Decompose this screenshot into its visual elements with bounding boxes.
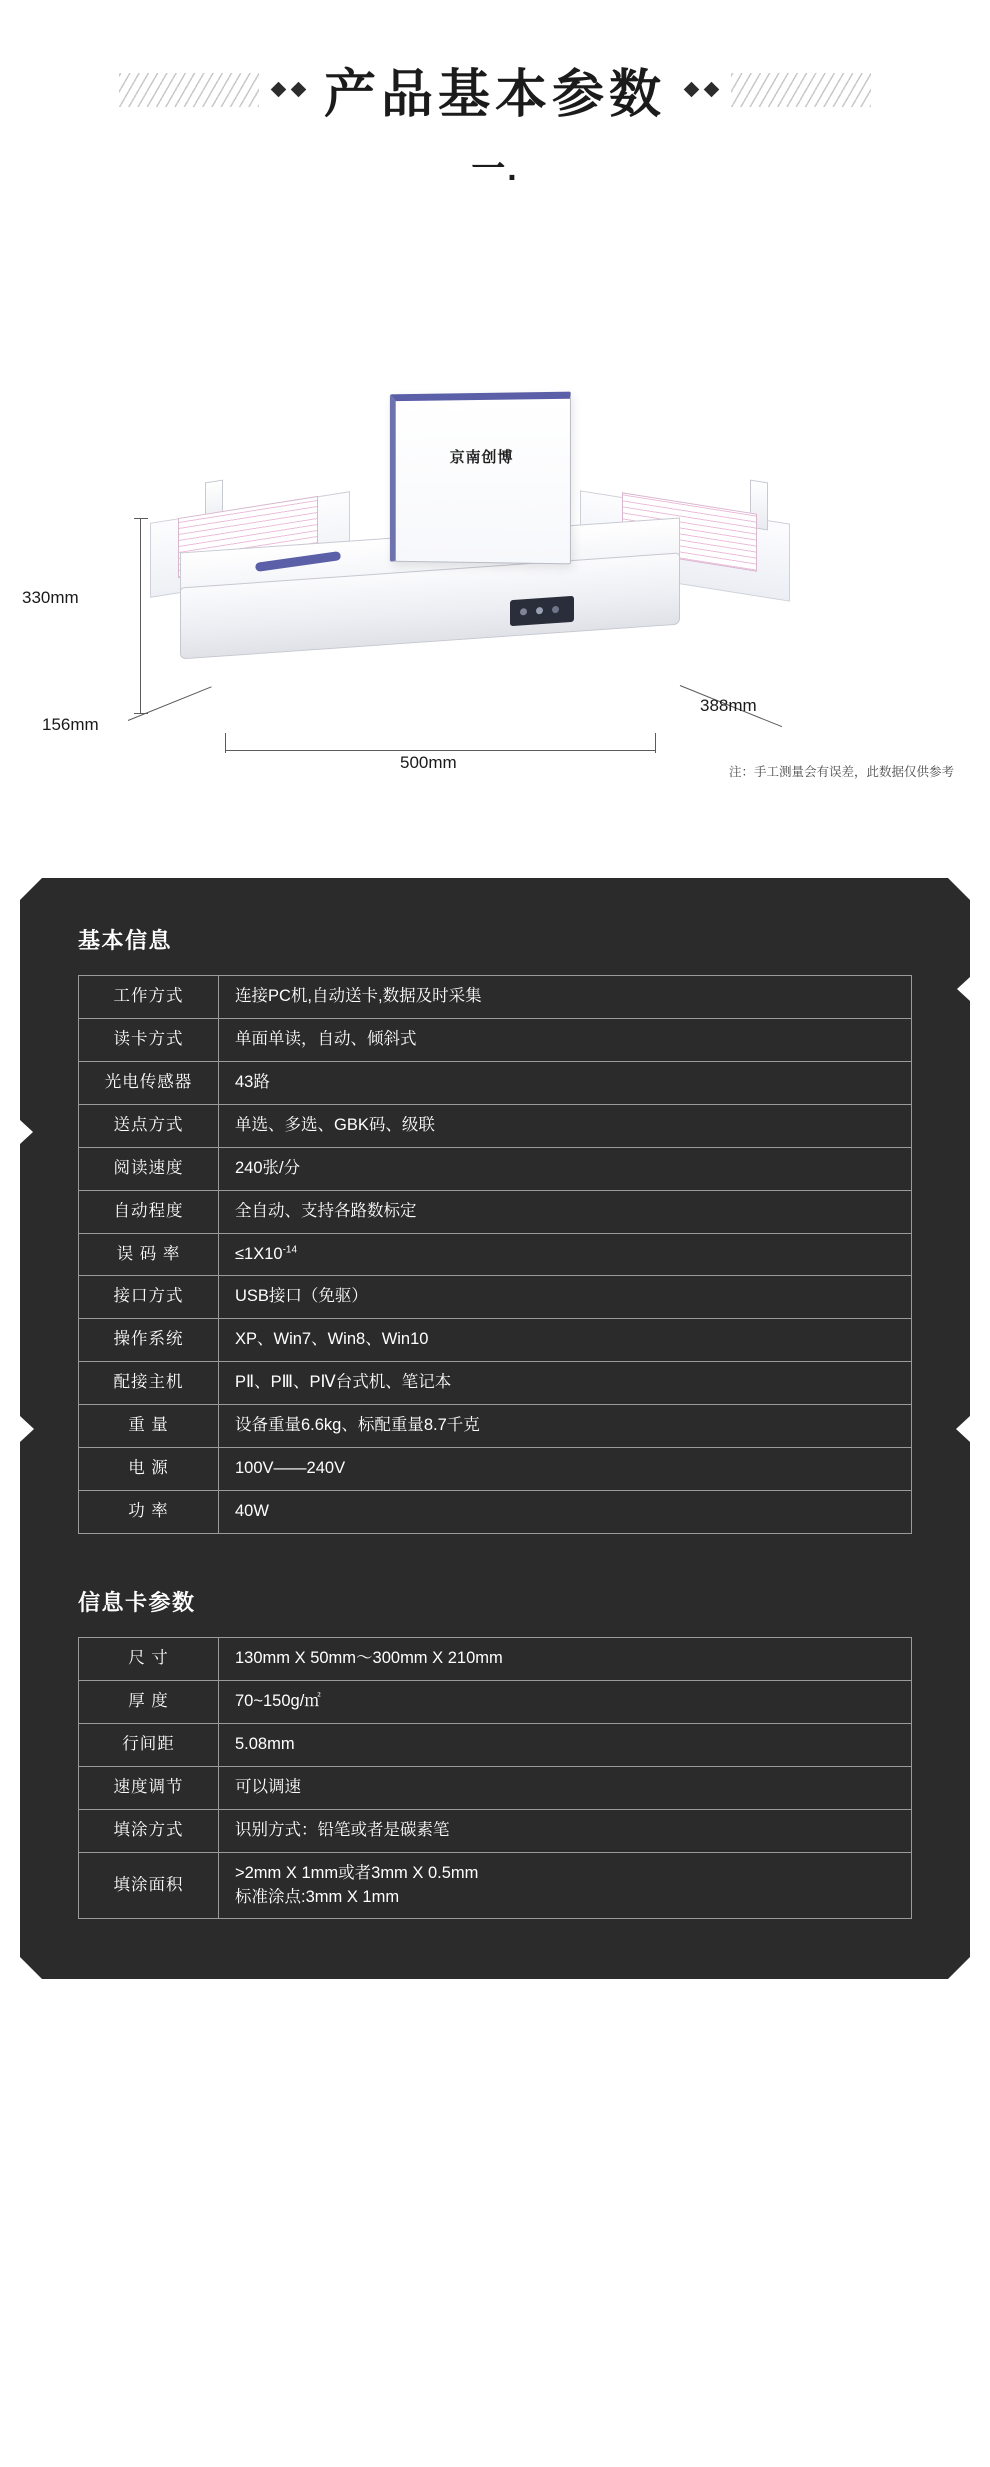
spec-value-text: ≤1X10 (235, 1244, 283, 1263)
product-image (150, 385, 850, 705)
hatch-decoration-left (119, 73, 259, 107)
section-gap (64, 1534, 926, 1580)
table-row (79, 1405, 912, 1448)
upright-panel (390, 392, 571, 565)
width-dimension-tick-left (225, 733, 226, 753)
spec-value: 单面单读，自动、倾斜式 (219, 1018, 912, 1061)
spec-key: 配接主机 (79, 1362, 219, 1405)
spec-key: 误 码 率 (79, 1233, 219, 1276)
spec-value (219, 1233, 912, 1276)
page-subtitle: 一. (471, 150, 519, 188)
table-row (79, 1491, 912, 1534)
arrow-decoration-left-upper (20, 1120, 33, 1144)
spec-key: 自动程度 (79, 1190, 219, 1233)
spec-key: 操作系统 (79, 1319, 219, 1362)
table-row (79, 1766, 912, 1809)
table-row (79, 1233, 912, 1276)
width-dimension-tick-right (655, 733, 656, 753)
spec-value: 43路 (219, 1061, 912, 1104)
diamond-decoration-left (273, 84, 304, 95)
table-row (79, 1852, 912, 1919)
height-dimension-label: 330mm (22, 588, 79, 607)
width-dimension-line (225, 750, 655, 751)
spec-value-exponent: -14 (282, 1244, 298, 1256)
spec-key: 填涂面积 (79, 1852, 219, 1919)
table-row (79, 1637, 912, 1680)
table-row (79, 1362, 912, 1405)
table-row (79, 1190, 912, 1233)
spec-key: 行间距 (79, 1723, 219, 1766)
basic-info-table (78, 975, 912, 1534)
spec-value: 连接PC机,自动送卡,数据及时采集 (219, 976, 912, 1019)
spec-value: PⅡ、PⅢ、PⅣ台式机、笔记本 (219, 1362, 912, 1405)
spec-value: 70~150g/㎡ (219, 1680, 912, 1723)
spec-value: 240张/分 (219, 1147, 912, 1190)
spec-key: 电 源 (79, 1448, 219, 1491)
table-row (79, 1723, 912, 1766)
spec-value: 全自动、支持各路数标定 (219, 1190, 912, 1233)
corner-decoration-top-right (948, 878, 970, 900)
arrow-decoration-right (956, 1416, 970, 1442)
spec-value: 130mm X 50mm～300mm X 210mm (219, 1637, 912, 1680)
width-dimension-label: 500mm (400, 753, 457, 772)
spec-key: 厚 度 (79, 1680, 219, 1723)
brand-label: 京南创博 (449, 448, 514, 467)
table-row (79, 1319, 912, 1362)
table-row (79, 1276, 912, 1319)
spec-value: 可以调速 (219, 1766, 912, 1809)
spec-key: 阅读速度 (79, 1147, 219, 1190)
corner-decoration-bottom-left (20, 1957, 42, 1979)
card-params-title: 信息卡参数 (78, 1589, 196, 1615)
spec-key: 速度调节 (79, 1766, 219, 1809)
spec-key: 尺 寸 (79, 1637, 219, 1680)
page-title: 产品基本参数 (323, 66, 666, 124)
spec-key: 填涂方式 (79, 1809, 219, 1852)
indicator-dot-icon (552, 606, 559, 613)
hatch-decoration-right (731, 73, 871, 107)
arrow-decoration-left (20, 1416, 34, 1442)
table-row (79, 1018, 912, 1061)
spec-value: 40W (219, 1491, 912, 1534)
height-dimension-tick-top (134, 518, 148, 519)
spec-key: 工作方式 (79, 976, 219, 1019)
table-row (79, 976, 912, 1019)
title-row (0, 52, 990, 127)
spec-value: 5.08mm (219, 1723, 912, 1766)
spec-key: 接口方式 (79, 1276, 219, 1319)
table-row (79, 1680, 912, 1723)
spec-value: 单选、多选、GBK码、级联 (219, 1104, 912, 1147)
table-row (79, 1809, 912, 1852)
height-dimension-line (140, 518, 141, 713)
spec-value: XP、Win7、Win8、Win10 (219, 1319, 912, 1362)
spec-key: 读卡方式 (79, 1018, 219, 1061)
spec-value: USB接口（免驱） (219, 1276, 912, 1319)
spec-key: 送点方式 (79, 1104, 219, 1147)
right-tray-dimension-label: 388mm (700, 696, 757, 715)
spec-key: 功 率 (79, 1491, 219, 1534)
diamond-icon (271, 82, 287, 98)
product-illustration-area (0, 230, 990, 860)
page-header (0, 0, 990, 230)
spec-key: 光电传感器 (79, 1061, 219, 1104)
spec-key: 重 量 (79, 1405, 219, 1448)
basic-info-title: 基本信息 (78, 928, 173, 953)
depth-dimension-label: 156mm (42, 715, 99, 734)
diamond-icon (291, 82, 307, 98)
table-row (79, 1104, 912, 1147)
table-row (79, 1147, 912, 1190)
card-params-table (78, 1637, 912, 1919)
spec-value: 识别方式：铅笔或者是碳素笔 (219, 1809, 912, 1852)
diamond-icon (704, 82, 720, 98)
indicator-dot-icon (520, 608, 527, 615)
arrow-decoration-right-upper (957, 977, 970, 1001)
control-display (510, 596, 574, 626)
diamond-decoration-right (686, 84, 717, 95)
spec-value: >2mm X 1mm或者3mm X 0.5mm 标准涂点:3mm X 1mm (219, 1852, 912, 1919)
table-row (79, 1061, 912, 1104)
measurement-note: 注：手工测量会有误差，此数据仅供参考 (728, 765, 954, 779)
corner-decoration-bottom-right (948, 1957, 970, 1979)
spec-value: 设备重量6.6kg、标配重量8.7千克 (219, 1405, 912, 1448)
corner-decoration-top-left (20, 878, 42, 900)
indicator-dot-icon (536, 607, 543, 614)
table-row (79, 1448, 912, 1491)
diamond-icon (684, 82, 700, 98)
specifications-panel (20, 878, 970, 1979)
spec-value: 100V——240V (219, 1448, 912, 1491)
